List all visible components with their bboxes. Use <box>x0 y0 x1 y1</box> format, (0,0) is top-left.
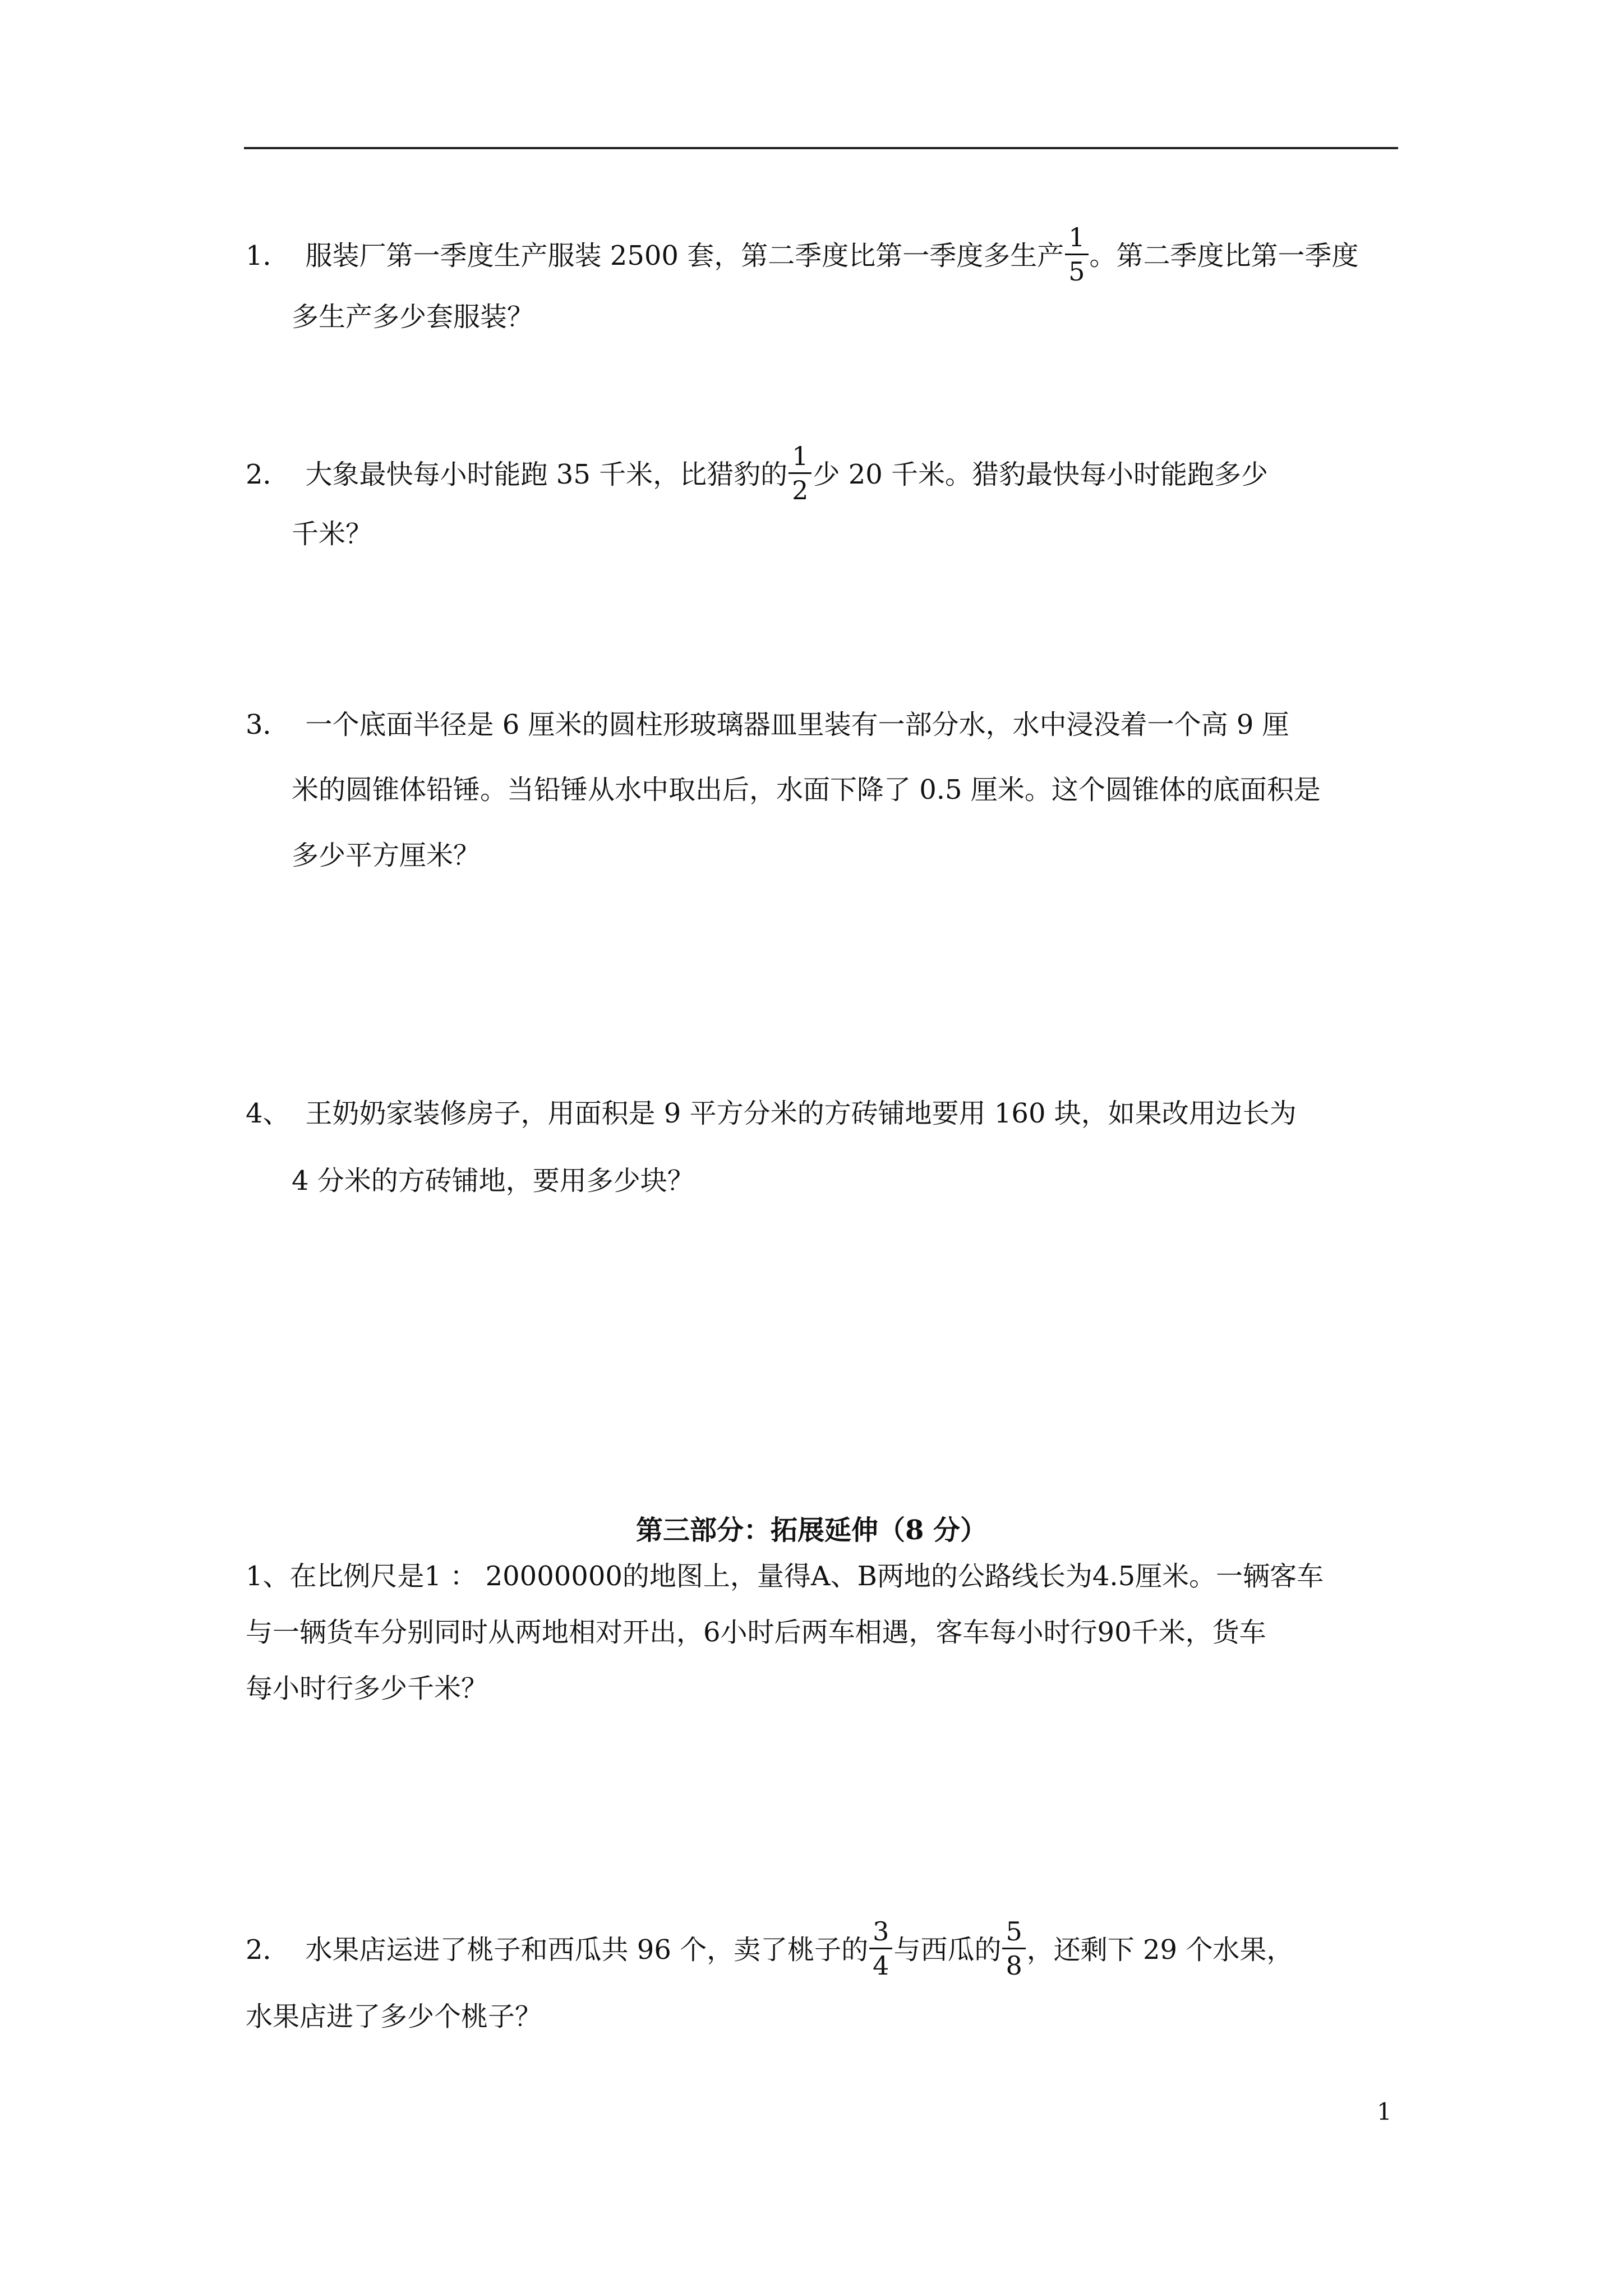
question-text: 水果店运进了桃子和西瓜共 96 个，卖了桃子的 <box>305 1934 869 1966</box>
fraction-numerator: 1 <box>789 440 811 474</box>
fraction-numerator: 3 <box>869 1915 892 1949</box>
question-text: 与西瓜的 <box>893 1934 1002 1966</box>
question-3-line-1 <box>246 708 1289 742</box>
question-text: 。第二季度比第一季度 <box>1089 240 1359 272</box>
section-heading: 第三部分：拓展延伸（8 分） <box>635 1515 988 1546</box>
header-rule <box>244 147 1398 149</box>
question-4-line-1 <box>246 1097 1297 1130</box>
fraction-denominator: 2 <box>792 475 809 505</box>
fraction <box>789 440 811 507</box>
question-number: 2． <box>246 1934 290 1966</box>
question-text: 服装厂第一季度生产服装 2500 套，第二季度比第一季度多生产 <box>305 240 1064 272</box>
fraction-denominator: 8 <box>1006 1950 1022 1981</box>
extension-question-1-line-3: 每小时行多少千米？ <box>246 1673 488 1704</box>
question-1-line-2: 多生产多少套服装？ <box>292 301 534 333</box>
question-text: ，还剩下 29 个水果， <box>1026 1934 1294 1966</box>
fraction-denominator: 5 <box>1068 256 1085 287</box>
question-text: 大象最快每小时能跑 35 千米，比猎豹的 <box>305 459 788 490</box>
question-number: 3． <box>246 709 290 740</box>
fraction-denominator: 4 <box>873 1950 889 1981</box>
fraction <box>869 1915 892 1982</box>
question-2-line-1 <box>246 443 1268 510</box>
question-text: 少 20 千米。猎豹最快每小时能跑多少 <box>813 459 1269 490</box>
extension-question-1-line-2: 与一辆货车分别同时从两地相对开出，6小时后两车相遇，客车每小时行90千米，货车 <box>246 1617 1266 1648</box>
question-1-line-1 <box>246 224 1359 291</box>
question-number: 1． <box>246 240 290 272</box>
question-text: 王奶奶家装修房子，用面积是 9 平方分米的方砖铺地要用 160 块，如果改用边长为 <box>305 1098 1297 1129</box>
fraction-numerator: 5 <box>1002 1915 1025 1949</box>
fraction <box>1002 1915 1025 1982</box>
extension-question-2-line-1 <box>246 1918 1293 1985</box>
page-number: 1 <box>1377 2098 1392 2125</box>
question-number: 2． <box>246 459 290 490</box>
question-3-line-3: 多少平方厘米？ <box>292 840 481 871</box>
question-3-line-2: 米的圆锥体铅锤。当铅锤从水中取出后，水面下降了 0.5 厘米。这个圆锥体的底面积是 <box>292 774 1321 806</box>
extension-question-1-line-1: 1、在比例尺是1 ： 20000000的地图上，量得A、B两地的公路线长为4.5厘米。一辆客车 <box>246 1561 1324 1592</box>
question-2-line-2: 千米？ <box>292 518 373 550</box>
extension-question-2-line-2: 水果店进了多少个桃子？ <box>246 2001 542 2032</box>
question-4-line-2: 4 分米的方砖铺地，要用多少块？ <box>292 1165 694 1197</box>
fraction <box>1065 221 1088 288</box>
fraction-numerator: 1 <box>1065 221 1088 255</box>
question-number: 4、 <box>246 1098 290 1129</box>
question-text: 一个底面半径是 6 厘米的圆柱形玻璃器皿里装有一部分水，水中浸没着一个高 9 厘 <box>305 709 1289 740</box>
